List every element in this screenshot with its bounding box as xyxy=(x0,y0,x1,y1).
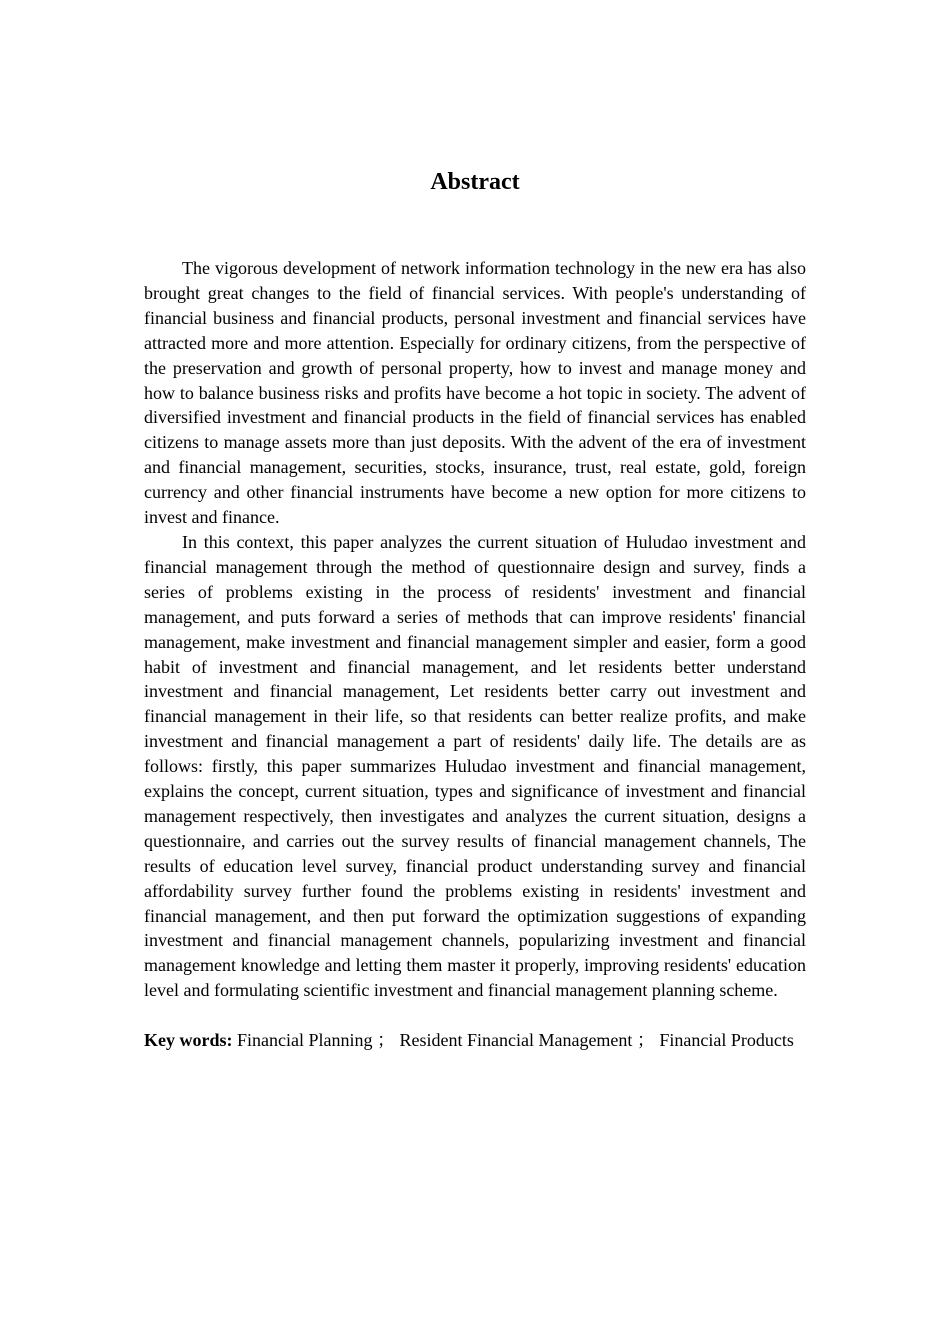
keywords-label: Key words: xyxy=(144,1030,233,1051)
abstract-paragraph-2: In this context, this paper analyzes the current situation of Huludao investment and financial management through the method of questionnaire design and survey, finds a series of problems existing in the process of residents' investment and financial management, and puts forward a series of methods that can improve residents' financial management, make investment and financial management simpler and easier, form a good habit of investment and financial management, and let residents better understand investment and financial management, Let residents better carry out investment and financial management in their life, so that residents can better realize profits, and make investment and financial management a part of residents' daily life. The details are as follows: firstly, this paper summarizes Huludao investment and financial management, explains the concept, current situation, types and significance of investment and financial management respectively, then investigates and analyzes the current situation, designs a questionnaire, and carries out the survey results of financial management channels, The results of education level survey, financial product understanding survey and financial affordability survey further found the problems existing in residents' investment and financial management, and then put forward the optimization suggestions of expanding investment and financial management channels, popularizing investment and financial management knowledge and letting them master it properly, improving residents' education level and formulating scientific investment and financial management planning scheme. xyxy=(144,531,806,1001)
abstract-paragraph-1: The vigorous development of network information technology in the new era has also brought great changes to the field of financial services. With people's understanding of financial business and financial products, personal investment and financial services have attracted more and more attention. Especially for ordinary citizens, from the perspective of the preservation and growth of personal property, how to invest and manage money and how to balance business risks and profits have become a hot topic in society. The advent of diversified investment and financial products in the field of financial services has enabled citizens to manage assets more than just deposits. With the advent of the era of investment and financial management, securities, stocks, insurance, trust, real estate, gold, foreign currency and other financial instruments have become a new option for more citizens to invest and finance. xyxy=(144,258,806,528)
keywords-value: Financial Planning ； Resident Financial Management ； Financial Products xyxy=(237,1030,794,1051)
page-title: Abstract xyxy=(430,169,520,195)
keywords-line xyxy=(144,1028,806,1053)
abstract-body xyxy=(144,256,806,1053)
